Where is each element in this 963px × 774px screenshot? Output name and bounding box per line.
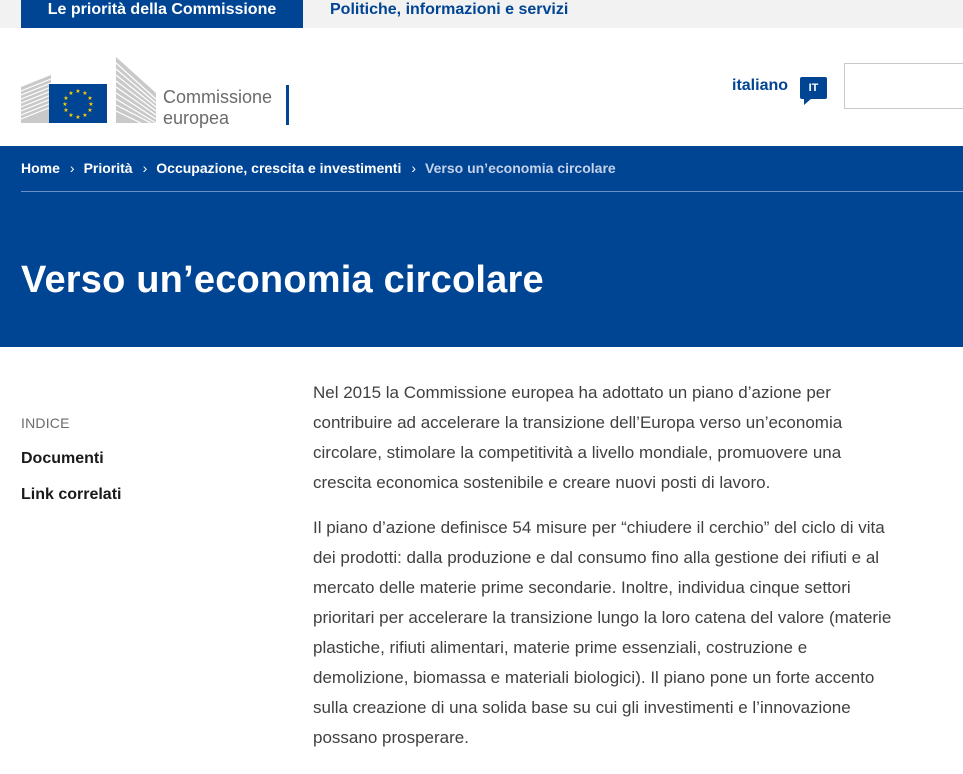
tab-commission-priorities-label: Le priorità della Commissione <box>47 1 277 18</box>
logo-line-1: Commissione <box>163 87 273 107</box>
page-banner <box>0 146 963 347</box>
tab-commission-priorities[interactable] <box>21 0 303 28</box>
main-content <box>313 378 898 768</box>
svg-text:★: ★ <box>75 88 81 95</box>
logo-text <box>163 87 272 129</box>
sidebar-link-related-links[interactable]: Link correlati <box>21 486 122 503</box>
logo-divider <box>286 85 289 125</box>
top-navigation <box>0 0 963 28</box>
svg-text:★: ★ <box>87 95 93 102</box>
banner-divider <box>21 191 963 192</box>
breadcrumb-priorities[interactable]: Priorità <box>83 160 133 176</box>
breadcrumb-chevron-icon: › <box>69 160 75 176</box>
svg-text:★: ★ <box>88 101 94 108</box>
content-paragraph: Nel 2015 la Commissione europea ha adottato un piano d’azione per contribuire ad accelerare la transizione dell’Europa verso un’economia circolare, stimolare la competitività a livello mondiale, promuovere una crescita economica sostenibile e creare nuovi posti di lavoro. <box>313 383 843 492</box>
content-paragraph: Il piano d’azione definisce 54 misure per “chiudere il cerchio” del ciclo di vita dei prodotti: dalla produzione e dal consumo fino alla gestione dei rifiuti e al mercato delle materie prime secondarie. Inoltre, individua cinque settori prioritari per accelerare la transizione lungo la loro catena del valore (materie plastiche, rifiuti alimentari, materie prime essenziali, costruzione e demolizione, biomassa e materiali biologici). Il piano pone un forte accento sulla creazione di una solida base su cui gli investimenti e l’innovazione possano prosperare. <box>313 518 892 747</box>
svg-text:★: ★ <box>82 112 88 119</box>
breadcrumb <box>21 160 616 176</box>
site-header <box>0 28 963 146</box>
svg-text:★: ★ <box>82 90 88 97</box>
svg-text:★: ★ <box>63 95 69 102</box>
logo-line-2: europea <box>163 108 230 128</box>
breadcrumb-chevron-icon: › <box>142 160 148 176</box>
breadcrumb-chevron-icon: › <box>411 160 417 176</box>
svg-text:★: ★ <box>63 107 69 114</box>
commission-logo[interactable] <box>21 57 291 127</box>
svg-text:★: ★ <box>75 114 81 121</box>
berlaymont-flag-logo-icon <box>21 57 161 127</box>
svg-text:★: ★ <box>87 107 93 114</box>
sidebar-index <box>21 415 271 504</box>
language-code-badge[interactable]: IT <box>800 77 827 99</box>
search-input[interactable] <box>844 63 963 109</box>
breadcrumb-current: Verso un’economia circolare <box>425 160 616 176</box>
breadcrumb-home[interactable]: Home <box>21 160 60 176</box>
svg-text:★: ★ <box>62 101 68 108</box>
tab-policies-information-services[interactable]: Politiche, informazioni e servizi <box>330 1 569 18</box>
language-selector[interactable]: italiano <box>732 77 789 94</box>
svg-text:★: ★ <box>68 90 74 97</box>
page-title: Verso un’economia circolare <box>21 259 544 301</box>
sidebar-link-documents[interactable]: Documenti <box>21 450 104 467</box>
svg-text:★: ★ <box>68 112 74 119</box>
breadcrumb-jobs-growth[interactable]: Occupazione, crescita e investimenti <box>156 160 402 176</box>
index-heading: INDICE <box>21 415 70 431</box>
